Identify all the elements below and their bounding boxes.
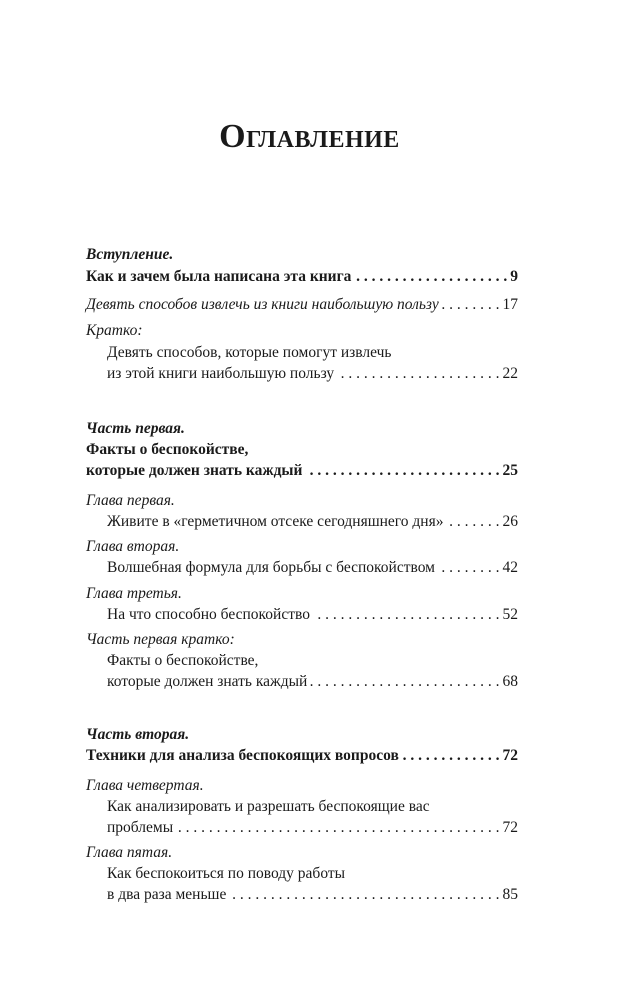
- dot-leader: [337, 363, 499, 385]
- chapter2-label: Глава вторая.: [86, 538, 180, 555]
- page-number: 25: [502, 462, 518, 479]
- dot-leader: [313, 604, 500, 626]
- entry-title: проблемы: [107, 819, 174, 836]
- toc-entry-chapter2[interactable]: [107, 557, 518, 579]
- entry-title: Волшебная формула для борьбы с беспокойством: [107, 559, 435, 576]
- dot-leader: [310, 671, 499, 693]
- entry-title-line: Девять способов, которые помогут извлечь: [107, 344, 392, 361]
- entry-title: На что способно беспокойство: [107, 606, 310, 623]
- chapter5-label: Глава пятая.: [86, 844, 173, 861]
- toc-entry-chapter5[interactable]: [107, 884, 518, 906]
- dot-leader: [354, 266, 507, 288]
- part1-heading-line: Факты о беспокойстве,: [86, 441, 249, 458]
- dot-leader: [446, 511, 499, 533]
- page-number: 26: [502, 513, 518, 530]
- entry-title-line: Как беспокоиться по поводу работы: [107, 865, 346, 882]
- dot-leader: [402, 745, 500, 767]
- toc-entry-chapter1[interactable]: [107, 511, 518, 533]
- entry-title: в два раза меньше: [107, 886, 227, 903]
- page-title: Оглавление: [219, 118, 400, 155]
- page-number: 72: [502, 819, 518, 836]
- page-number: 72: [502, 747, 518, 764]
- page-number: 52: [502, 606, 518, 623]
- chapter1-label: Глава первая.: [86, 492, 175, 509]
- entry-title: Как и зачем была написана эта книга: [86, 268, 352, 285]
- page-number: 17: [502, 296, 518, 313]
- dot-leader: [442, 294, 500, 316]
- dot-leader: [176, 817, 499, 839]
- entry-title: из этой книги наибольшую пользу: [107, 365, 335, 382]
- entry-title-line: Факты о беспокойстве,: [107, 652, 259, 669]
- entry-title: которые должен знать каждый: [86, 462, 303, 479]
- page-number: 42: [502, 559, 518, 576]
- chapter3-label: Глава третья.: [86, 585, 182, 602]
- page-number: 9: [510, 268, 518, 285]
- intro-label: Вступление.: [86, 246, 174, 263]
- dot-leader: [229, 884, 499, 906]
- toc-entry-nine-ways[interactable]: [86, 294, 518, 316]
- entry-title: Техники для анализа беспокоящих вопросов: [86, 747, 399, 764]
- page-number: 22: [502, 365, 518, 382]
- page-number: 85: [502, 886, 518, 903]
- entry-title-line: Как анализировать и разрешать беспокоящие вас: [107, 798, 430, 815]
- page-number: 68: [502, 673, 518, 690]
- dot-leader: [438, 557, 500, 579]
- entry-title: Девять способов извлечь из книги наибольшую пользу: [86, 296, 439, 313]
- toc-entry-chapter4[interactable]: [107, 817, 518, 839]
- part1-label: Часть первая.: [86, 420, 185, 437]
- chapter4-label: Глава четвертая.: [86, 777, 204, 794]
- part1-summary-label: Часть первая кратко:: [86, 631, 235, 648]
- toc-entry-part1-summary[interactable]: [107, 671, 518, 693]
- toc-entry-intro[interactable]: [86, 266, 518, 288]
- entry-title: Живите в «герметичном отсеке сегодняшнего дня»: [107, 513, 444, 530]
- intro-summary-label: Кратко:: [86, 322, 143, 339]
- toc-entry-part2[interactable]: [86, 745, 518, 767]
- toc-entry-summary[interactable]: [107, 363, 518, 385]
- entry-title: которые должен знать каждый: [107, 673, 308, 690]
- part2-label: Часть вторая.: [86, 726, 190, 743]
- dot-leader: [305, 460, 499, 482]
- toc-entry-chapter3[interactable]: [107, 604, 518, 626]
- toc-entry-part1[interactable]: [86, 460, 518, 482]
